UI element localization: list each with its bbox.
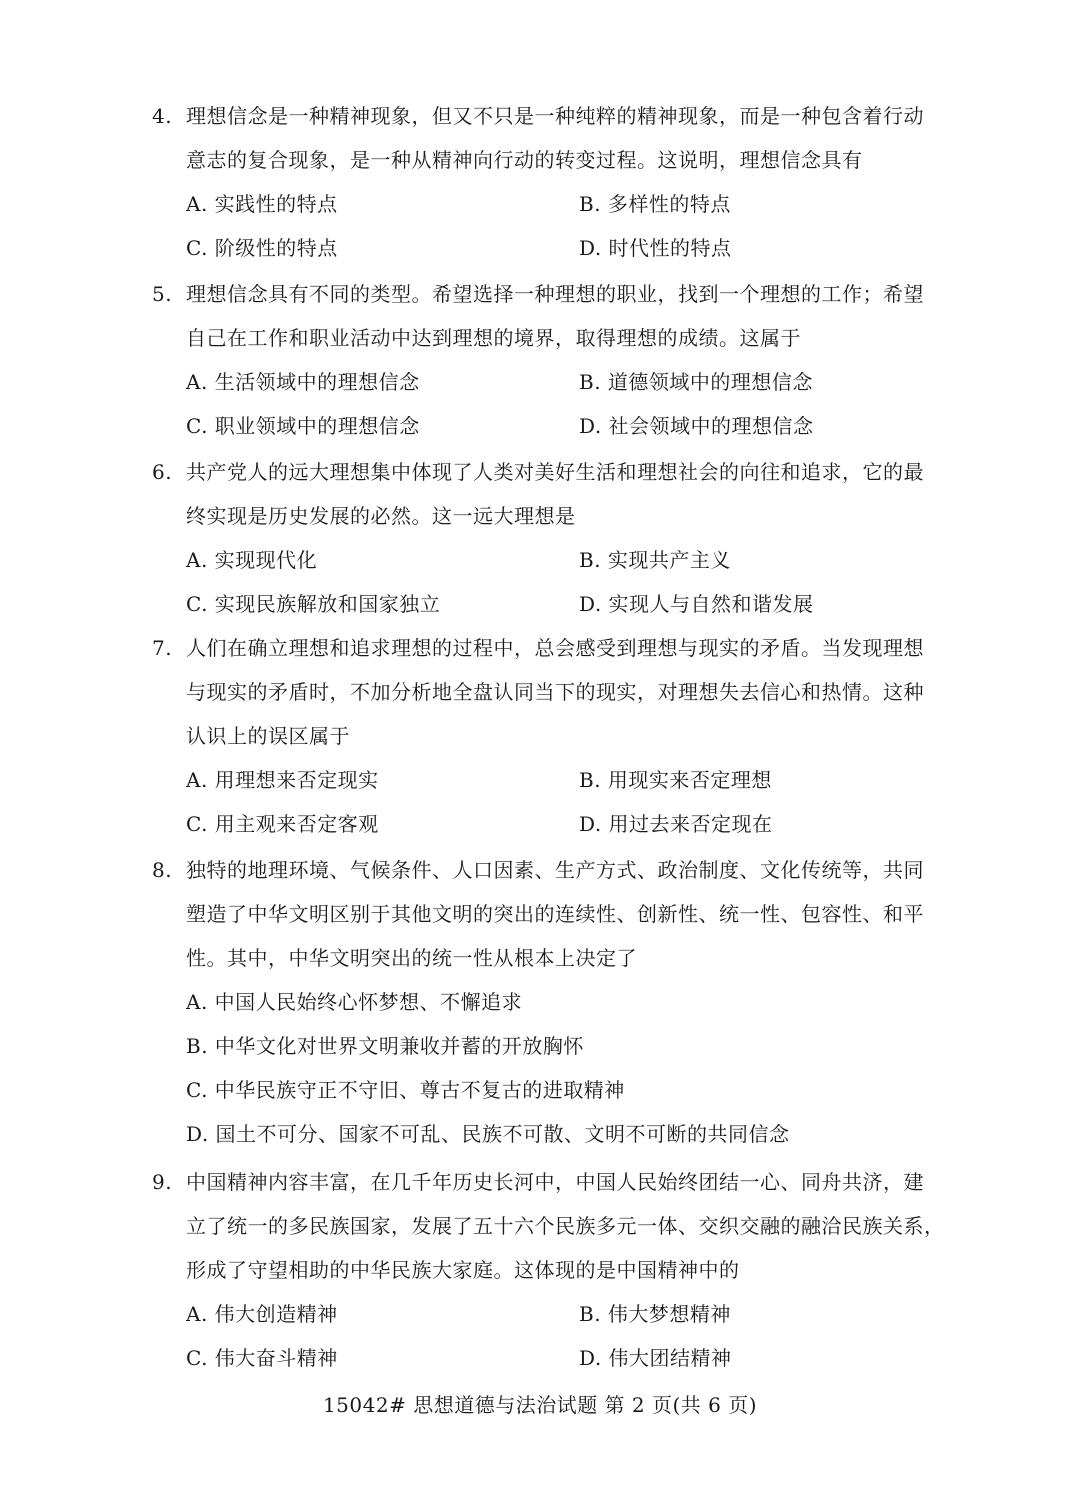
question-text-line: 中国精神内容丰富，在几千年历史长河中，中国人民始终团结一心、同舟共济，建 bbox=[186, 1170, 924, 1194]
option-b: B. 中华文化对世界文明兼收并蓄的开放胸怀 bbox=[186, 1034, 584, 1058]
option-b: B. 道德领域中的理想信念 bbox=[579, 370, 813, 394]
option-c: C. 阶级性的特点 bbox=[186, 236, 338, 260]
question-7 bbox=[152, 626, 980, 846]
option-c: C. 实现民族解放和国家独立 bbox=[186, 592, 441, 616]
question-8 bbox=[152, 848, 980, 1156]
option-c: C. 用主观来否定客观 bbox=[186, 812, 379, 836]
option-a: A. 伟大创造精神 bbox=[186, 1302, 338, 1326]
question-6 bbox=[152, 450, 980, 626]
question-9 bbox=[152, 1160, 980, 1380]
question-text-line: 认识上的误区属于 bbox=[186, 724, 350, 748]
question-text-line: 塑造了中华文明区别于其他文明的突出的连续性、创新性、统一性、包容性、和平 bbox=[186, 902, 924, 926]
option-a: A. 生活领域中的理想信念 bbox=[186, 370, 420, 394]
option-c: C. 职业领域中的理想信念 bbox=[186, 414, 420, 438]
option-a: A. 中国人民始终心怀梦想、不懈追求 bbox=[186, 990, 523, 1014]
page-footer: 15042# 思想道德与法治试题 第 2 页(共 6 页) bbox=[322, 1393, 758, 1417]
question-text-line: 理想信念是一种精神现象，但又不只是一种纯粹的精神现象，而是一种包含着行动 bbox=[186, 104, 924, 128]
options bbox=[152, 758, 980, 846]
question-text-line: 共产党人的远大理想集中体现了人类对美好生活和理想社会的向往和追求，它的最 bbox=[186, 460, 924, 484]
option-b: B. 多样性的特点 bbox=[579, 192, 731, 216]
option-c: C. 伟大奋斗精神 bbox=[186, 1346, 338, 1370]
question-text-line: 与现实的矛盾时，不加分析地全盘认同当下的现实，对理想失去信心和热情。这种 bbox=[186, 680, 924, 704]
option-a: A. 用理想来否定现实 bbox=[186, 768, 379, 792]
question-number: 9. bbox=[152, 1170, 173, 1194]
question-number: 6. bbox=[152, 460, 173, 484]
option-b: B. 伟大梦想精神 bbox=[579, 1302, 731, 1326]
question-number: 5. bbox=[152, 282, 173, 306]
question-4 bbox=[152, 94, 980, 270]
option-b: B. 用现实来否定理想 bbox=[579, 768, 772, 792]
question-text-line: 形成了守望相助的中华民族大家庭。这体现的是中国精神中的 bbox=[186, 1258, 740, 1282]
options bbox=[152, 182, 980, 270]
option-d: D. 时代性的特点 bbox=[579, 236, 732, 260]
question-number: 7. bbox=[152, 636, 173, 660]
question-text-line: 性。其中，中华文明突出的统一性从根本上决定了 bbox=[186, 946, 637, 970]
question-text-line: 人们在确立理想和追求理想的过程中，总会感受到理想与现实的矛盾。当发现理想 bbox=[186, 636, 924, 660]
option-c: C. 中华民族守正不守旧、尊古不复古的进取精神 bbox=[186, 1078, 625, 1102]
question-text-line: 立了统一的多民族国家，发展了五十六个民族多元一体、交织交融的融洽民族关系， bbox=[186, 1214, 945, 1238]
option-a: A. 实践性的特点 bbox=[186, 192, 338, 216]
option-d: D. 用过去来否定现在 bbox=[579, 812, 773, 836]
option-a: A. 实现现代化 bbox=[186, 548, 318, 572]
options bbox=[152, 980, 980, 1156]
question-text-line: 意志的复合现象，是一种从精神向行动的转变过程。这说明，理想信念具有 bbox=[186, 148, 863, 172]
options bbox=[152, 360, 980, 448]
question-text-line: 独特的地理环境、气候条件、人口因素、生产方式、政治制度、文化传统等，共同 bbox=[186, 858, 924, 882]
options bbox=[152, 1292, 980, 1380]
question-text-line: 自己在工作和职业活动中达到理想的境界，取得理想的成绩。这属于 bbox=[186, 326, 801, 350]
option-d: D. 伟大团结精神 bbox=[579, 1346, 732, 1370]
option-d: D. 实现人与自然和谐发展 bbox=[579, 592, 814, 616]
question-number: 8. bbox=[152, 858, 173, 882]
option-d: D. 社会领域中的理想信念 bbox=[579, 414, 814, 438]
question-text-line: 终实现是历史发展的必然。这一远大理想是 bbox=[186, 504, 576, 528]
question-5 bbox=[152, 272, 980, 448]
options bbox=[152, 538, 980, 626]
question-number: 4. bbox=[152, 104, 173, 128]
question-text-line: 理想信念具有不同的类型。希望选择一种理想的职业，找到一个理想的工作；希望 bbox=[186, 282, 924, 306]
option-b: B. 实现共产主义 bbox=[579, 548, 731, 572]
option-d: D. 国土不可分、国家不可乱、民族不可散、文明不可断的共同信念 bbox=[186, 1122, 790, 1146]
